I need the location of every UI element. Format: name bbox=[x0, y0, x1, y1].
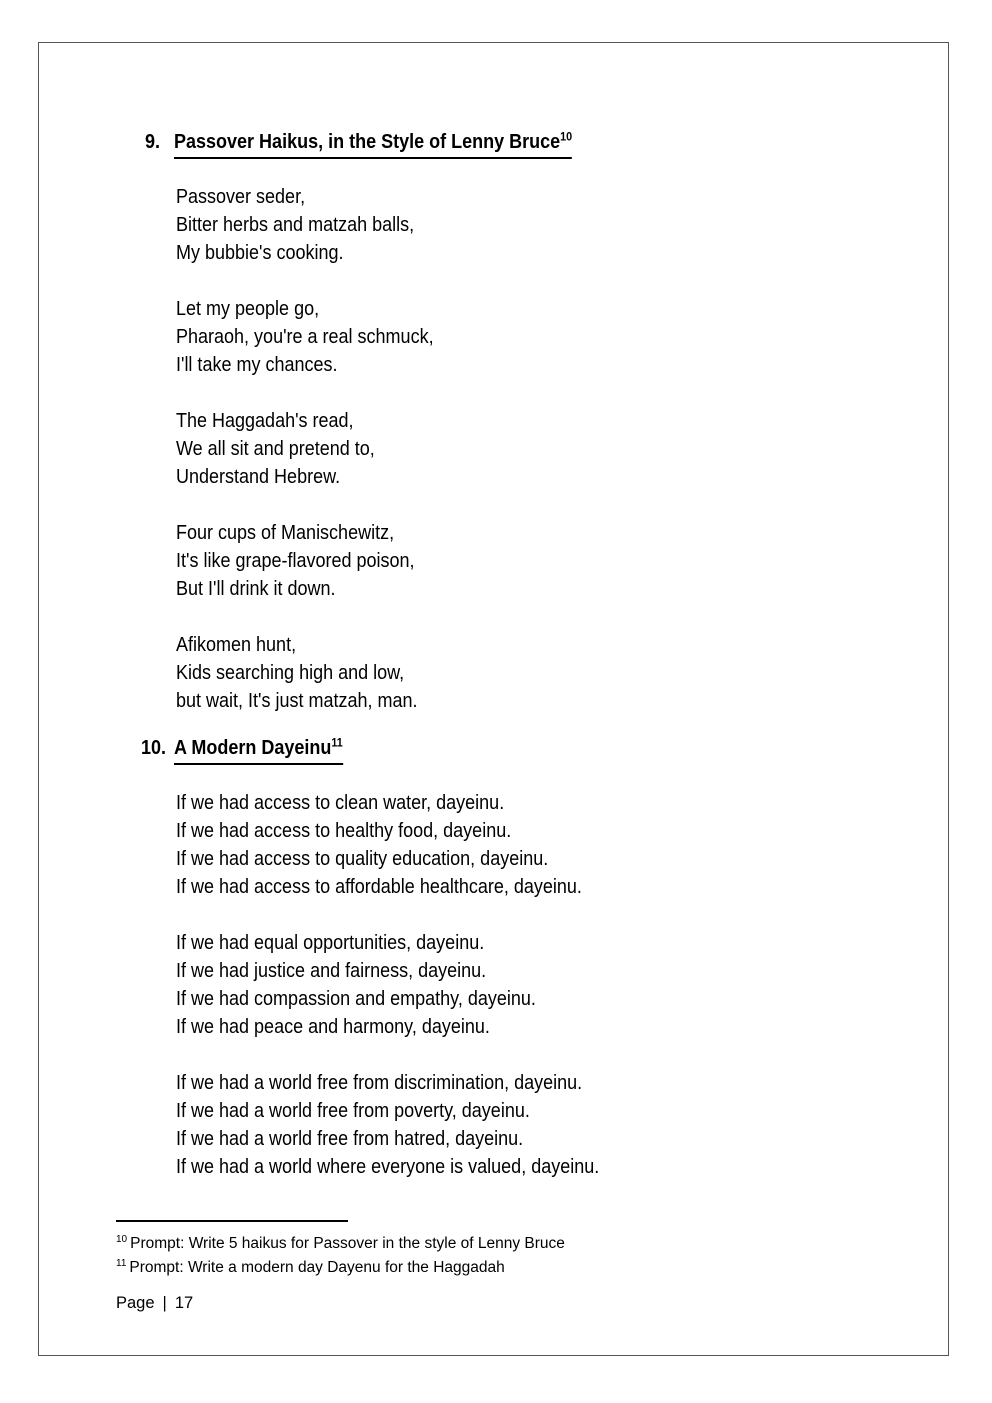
poem-line: If we had compassion and empathy, dayeinu. bbox=[176, 988, 536, 1010]
poem-line: But I'll drink it down. bbox=[176, 578, 336, 600]
dayeinu-stanza bbox=[176, 929, 646, 1041]
footnote-10-ref: 10 bbox=[116, 1233, 128, 1245]
poem-modern-dayeinu bbox=[176, 789, 646, 1209]
poem-line: If we had a world free from hatred, dayeinu. bbox=[176, 1128, 524, 1150]
section-9-number: 9. bbox=[145, 131, 161, 153]
poem-line: My bubbie's cooking. bbox=[176, 242, 344, 264]
haiku-stanza bbox=[176, 519, 462, 603]
poem-line: If we had justice and fairness, dayeinu. bbox=[176, 960, 487, 982]
poem-line: It's like grape-flavored poison, bbox=[176, 550, 415, 572]
poem-line: Pharaoh, you're a real schmuck, bbox=[176, 326, 434, 348]
page-footer bbox=[116, 1292, 193, 1314]
dayeinu-stanza bbox=[176, 1069, 646, 1181]
page-footer-number: 17 bbox=[174, 1294, 194, 1312]
footnote-10-text: Prompt: Write 5 haikus for Passover in the style of Lenny Bruce bbox=[130, 1235, 565, 1252]
poem-line: If we had access to quality education, dayeinu. bbox=[176, 848, 549, 870]
poem-passover-haikus bbox=[176, 183, 462, 743]
footnote-11-text: Prompt: Write a modern day Dayenu for the Haggadah bbox=[129, 1259, 505, 1276]
poem-line: Passover seder, bbox=[176, 186, 306, 208]
haiku-stanza bbox=[176, 295, 462, 379]
haiku-stanza bbox=[176, 631, 462, 715]
poem-line: Let my people go, bbox=[176, 298, 320, 320]
haiku-stanza bbox=[176, 407, 462, 491]
page-footer-separator: | bbox=[162, 1294, 167, 1312]
poem-line: Kids searching high and low, bbox=[176, 662, 405, 684]
poem-line: If we had a world free from discrimination, dayeinu. bbox=[176, 1072, 583, 1094]
page-footer-label: Page bbox=[116, 1294, 155, 1312]
poem-line: If we had access to healthy food, dayeinu. bbox=[176, 820, 512, 842]
section-10-heading bbox=[174, 734, 343, 765]
footnote-10 bbox=[116, 1232, 565, 1256]
section-9-title: Passover Haikus, in the Style of Lenny Bruce bbox=[174, 131, 561, 153]
section-9-heading bbox=[174, 128, 572, 159]
poem-line: I'll take my chances. bbox=[176, 354, 338, 376]
section-10-number: 10. bbox=[141, 737, 167, 759]
poem-line: If we had access to clean water, dayeinu. bbox=[176, 792, 505, 814]
poem-line: If we had equal opportunities, dayeinu. bbox=[176, 932, 485, 954]
poem-line: Afikomen hunt, bbox=[176, 634, 297, 656]
poem-line: but wait, It's just matzah, man. bbox=[176, 690, 418, 712]
poem-line: If we had access to affordable healthcare, dayeinu. bbox=[176, 876, 582, 898]
poem-line: The Haggadah's read, bbox=[176, 410, 354, 432]
section-10-footnote-ref: 11 bbox=[331, 735, 343, 750]
poem-line: Bitter herbs and matzah balls, bbox=[176, 214, 415, 236]
poem-line: We all sit and pretend to, bbox=[176, 438, 375, 460]
section-9-footnote-ref: 10 bbox=[560, 129, 573, 144]
footnote-separator bbox=[116, 1220, 348, 1222]
footnotes bbox=[116, 1232, 565, 1280]
dayeinu-stanza bbox=[176, 789, 646, 901]
footnote-11-ref: 11 bbox=[116, 1257, 127, 1269]
poem-line: Understand Hebrew. bbox=[176, 466, 341, 488]
haiku-stanza bbox=[176, 183, 462, 267]
poem-line: If we had peace and harmony, dayeinu. bbox=[176, 1016, 490, 1038]
footnote-11 bbox=[116, 1256, 565, 1280]
poem-line: If we had a world free from poverty, dayeinu. bbox=[176, 1100, 530, 1122]
poem-line: If we had a world where everyone is valued, dayeinu. bbox=[176, 1156, 600, 1178]
section-10-title: A Modern Dayeinu bbox=[174, 737, 332, 759]
poem-line: Four cups of Manischewitz, bbox=[176, 522, 395, 544]
